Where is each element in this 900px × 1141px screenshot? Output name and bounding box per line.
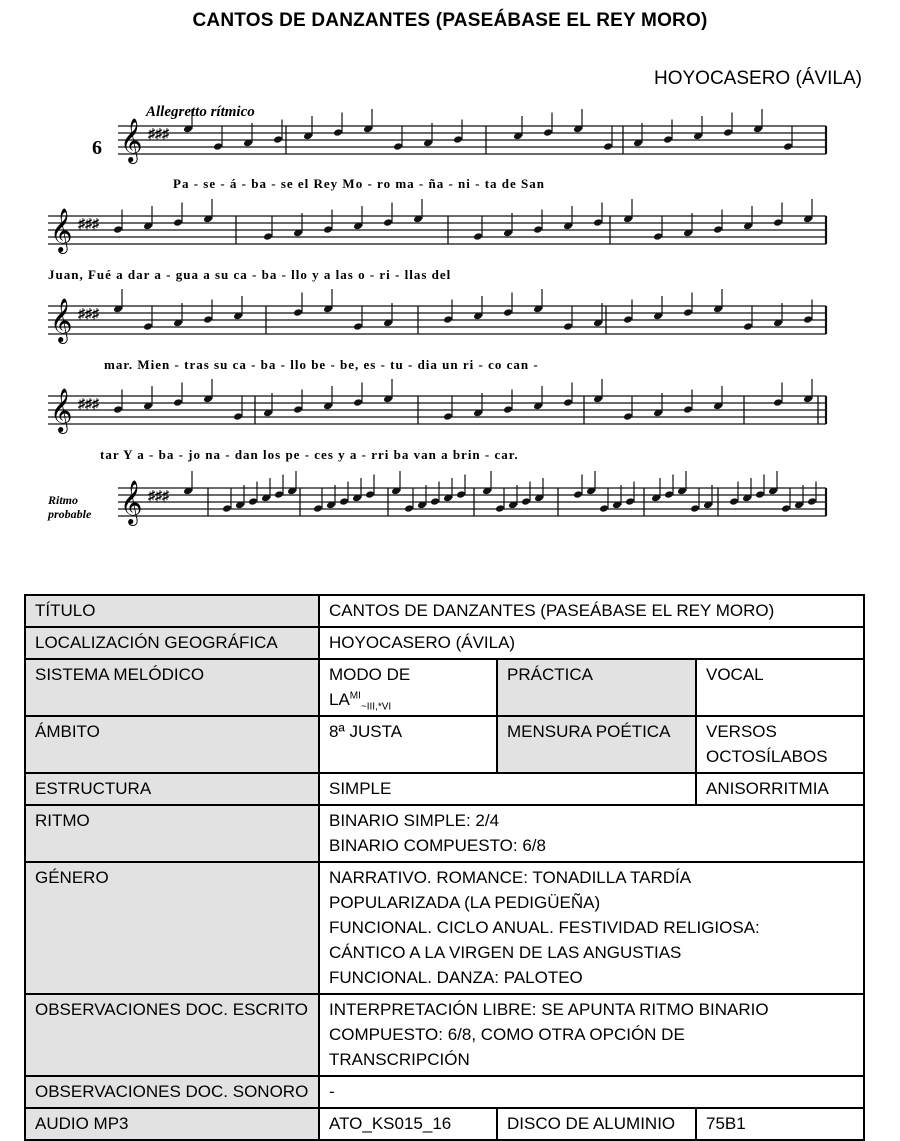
label-obs-sonoro: OBSERVACIONES DOC. SONORO (25, 1076, 319, 1108)
label-localizacion: LOCALIZACIÓN GEOGRÁFICA (25, 627, 319, 659)
key-signature-icon: ♯♯♯ (78, 307, 99, 322)
obs-line: INTERPRETACIÓN LIBRE: SE APUNTA RITMO BINARIO (329, 1000, 769, 1019)
obs-line: COMPUESTO: 6/8, COMO OTRA OPCIÓN DE (329, 1025, 685, 1044)
value-titulo: CANTOS DE DANZANTES (PASEÁBASE EL REY MORO) (319, 595, 864, 627)
label-genero: GÉNERO (25, 862, 319, 994)
value-obs-sonoro: - (319, 1076, 864, 1108)
label-ambito: ÁMBITO (25, 716, 319, 773)
value-audio: ATO_KS015_16 (319, 1108, 497, 1140)
row-ritmo (25, 805, 864, 862)
label-audio: AUDIO MP3 (25, 1108, 319, 1140)
key-signature-icon: ♯♯♯ (78, 397, 99, 412)
modo-sup: MI (349, 690, 361, 702)
staff-system (48, 389, 826, 434)
metadata-table (24, 594, 865, 1141)
staff-system (118, 119, 826, 164)
mensura-line: VERSOS (706, 722, 777, 741)
label-titulo: TÍTULO (25, 595, 319, 627)
ritmo-label: Ritmo (48, 493, 79, 507)
modo-sub: ~III,*VI (360, 701, 392, 713)
value-disco: 75B1 (696, 1108, 864, 1140)
label-obs-escrito: OBSERVACIONES DOC. ESCRITO (25, 994, 319, 1076)
value-ritmo (319, 805, 864, 862)
treble-clef-icon: 𝄞 (50, 210, 73, 252)
value-mensura (696, 716, 864, 773)
treble-clef-icon: 𝄞 (50, 390, 73, 432)
ritmo-line: BINARIO SIMPLE: 2/4 (329, 811, 500, 830)
row-sistema (25, 659, 864, 716)
tempo-marking: Allegretto rítmico (146, 104, 255, 120)
row-localizacion (25, 627, 864, 659)
value-sistema (319, 659, 497, 716)
value-localizacion: HOYOCASERO (ÁVILA) (319, 627, 864, 659)
row-obs-sonoro (25, 1076, 864, 1108)
row-titulo (25, 595, 864, 627)
modo-formula (329, 687, 487, 712)
genero-line: FUNCIONAL. CICLO ANUAL. FESTIVIDAD RELIGIOSA: (329, 918, 760, 937)
ritmo-line: BINARIO COMPUESTO: 6/8 (329, 836, 546, 855)
key-signature-icon: ♯♯♯ (148, 127, 169, 142)
treble-clef-icon: 𝄞 (120, 482, 143, 524)
label-disco: DISCO DE ALUMINIO (497, 1108, 696, 1140)
genero-line: NARRATIVO. ROMANCE: TONADILLA TARDÍA (329, 868, 692, 887)
lyrics-line: tar Y a - ba - jo na - dan los pe - ces y a - rri ba van a brin - car. (100, 447, 519, 462)
genero-line: CÁNTICO A LA VIRGEN DE LAS ANGUSTIAS (329, 943, 682, 962)
value-genero (319, 862, 864, 994)
probable-label: probable (48, 507, 92, 521)
obs-line: TRANSCRIPCIÓN (329, 1050, 470, 1069)
modo-base: LA (329, 690, 350, 709)
genero-line: POPULARIZADA (LA PEDIGÜEÑA) (329, 893, 601, 912)
value-practica: VOCAL (696, 659, 864, 716)
value-ambito: 8ª JUSTA (319, 716, 497, 773)
value-estructura: SIMPLE (319, 773, 696, 805)
document-title: CANTOS DE DANZANTES (PASEÁBASE EL REY MORO) (192, 10, 708, 31)
row-genero (25, 862, 864, 994)
key-signature-icon: ♯♯♯ (78, 217, 99, 232)
label-mensura: MENSURA POÉTICA (497, 716, 696, 773)
staff-system (48, 209, 826, 254)
treble-clef-icon: 𝄞 (120, 120, 143, 162)
label-ritmo: RITMO (25, 805, 319, 862)
treble-clef-icon: 𝄞 (50, 300, 73, 342)
value-obs-escrito (319, 994, 864, 1076)
key-signature-icon: ♯♯♯ (148, 489, 169, 504)
label-estructura: ESTRUCTURA (25, 773, 319, 805)
row-ambito (25, 716, 864, 773)
label-sistema: SISTEMA MELÓDICO (25, 659, 319, 716)
music-score (18, 92, 858, 564)
document-location: HOYOCASERO (ÁVILA) (654, 68, 862, 89)
label-practica: PRÁCTICA (497, 659, 696, 716)
modo-line: MODO DE (329, 665, 411, 684)
lyrics-line: Juan, Fué a dar a - gua a su ca - ba - llo y a las o - ri - llas del (48, 267, 452, 282)
lyrics-line: mar. Mien - tras su ca - ba - llo be - be, es - tu - dia un ri - co can - (104, 357, 539, 372)
genero-line: FUNCIONAL. DANZA: PALOTEO (329, 968, 583, 987)
row-estructura (25, 773, 864, 805)
staff-system (48, 299, 826, 344)
value-anisorritmia: ANISORRITMIA (696, 773, 864, 805)
staff-system (118, 481, 826, 526)
example-number: 6 (92, 137, 102, 159)
lyrics-line: Pa - se - á - ba - se el Rey Mo - ro ma - ña - ni - ta de San (173, 176, 545, 191)
row-audio (25, 1108, 864, 1140)
mensura-line: OCTOSÍLABOS (706, 747, 828, 766)
row-obs-escrito (25, 994, 864, 1076)
